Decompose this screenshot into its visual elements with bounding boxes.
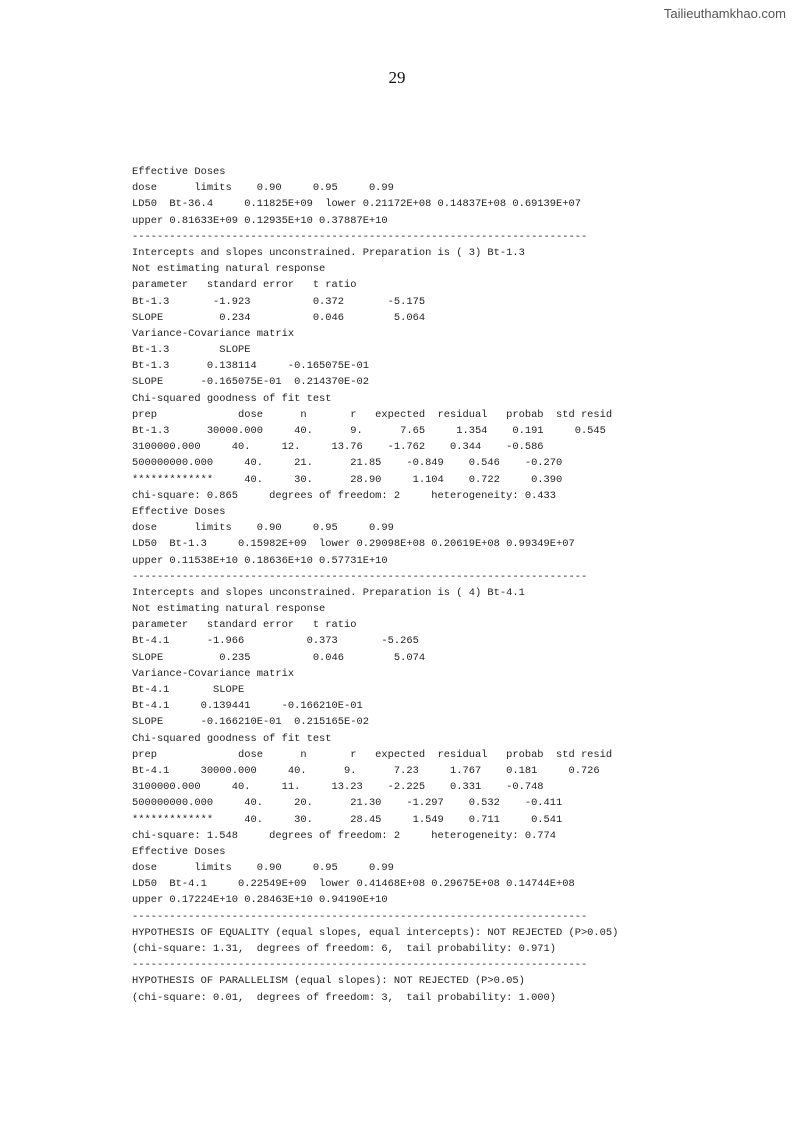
output-line: parameter standard error t ratio	[132, 279, 357, 292]
output-line: 3100000.000 40. 12. 13.76 -1.762 0.344 -0.586	[132, 441, 544, 454]
output-line: Bt-1.3 0.138114 -0.165075E-01	[132, 360, 369, 373]
output-line: Bt-4.1 -1.966 0.373 -5.265	[132, 635, 419, 648]
output-line: SLOPE 0.234 0.046 5.064	[132, 311, 426, 324]
output-line: parameter standard error t ratio	[132, 619, 357, 632]
output-line: Bt-4.1 SLOPE	[132, 684, 245, 696]
output-line: SLOPE -0.165075E-01 0.214370E-02	[132, 376, 369, 389]
output-line: Effective Doses	[132, 845, 226, 858]
output-line: Intercepts and slopes unconstrained. Preparation is ( 4) Bt-4.1	[132, 586, 525, 599]
output-line: Bt-4.1 0.139441 -0.166210E-01	[132, 700, 363, 713]
watermark-text: Tailieuthamkhao.com	[663, 6, 786, 21]
output-line: -------------------------------------------------------------------------	[132, 910, 588, 923]
output-line: dose limits 0.90 0.95 0.99	[132, 182, 394, 195]
output-line: upper 0.17224E+10 0.28463E+10 0.94190E+10	[132, 894, 388, 907]
output-line: Effective Doses	[132, 505, 226, 518]
output-line: 500000000.000 40. 21. 21.85 -0.849 0.546 -0.270	[132, 457, 563, 470]
output-line: 500000000.000 40. 20. 21.30 -1.297 0.532 -0.411	[132, 797, 563, 810]
output-line: Not estimating natural response	[132, 263, 326, 276]
output-line: SLOPE -0.166210E-01 0.215165E-02	[132, 716, 369, 729]
probit-analysis-output	[132, 164, 772, 1006]
page-number: 29	[388, 68, 406, 87]
output-line: Bt-1.3 SLOPE	[132, 344, 251, 357]
output-line: Intercepts and slopes unconstrained. Preparation is ( 3) Bt-1.3	[132, 246, 525, 259]
output-line: dose limits 0.90 0.95 0.99	[132, 522, 394, 535]
output-line: -------------------------------------------------------------------------	[132, 959, 588, 972]
output-line: ************* 40. 30. 28.90 1.104 0.722 0.390	[132, 473, 563, 486]
output-line: chi-square: 0.865 degrees of freedom: 2 heterogeneity: 0.433	[132, 489, 557, 502]
output-line: LD50 Bt-1.3 0.15982E+09 lower 0.29098E+08 0.20619E+08 0.99349E+07	[132, 538, 575, 551]
output-line: LD50 Bt-36.4 0.11825E+09 lower 0.21172E+08 0.14837E+08 0.69139E+07	[132, 198, 581, 211]
output-line: HYPOTHESIS OF EQUALITY (equal slopes, equal intercepts): NOT REJECTED (P>0.05)	[132, 926, 619, 939]
output-line: (chi-square: 1.31, degrees of freedom: 6, tail probability: 0.971)	[132, 943, 557, 955]
output-line: dose limits 0.90 0.95 0.99	[132, 862, 394, 875]
output-line: upper 0.81633E+09 0.12935E+10 0.37887E+10	[132, 214, 388, 227]
output-line: 3100000.000 40. 11. 13.23 -2.225 0.331 -0.748	[132, 781, 544, 794]
output-line: Bt-1.3 30000.000 40. 9. 7.65 1.354 0.191 0.545	[132, 425, 606, 437]
output-line: chi-square: 1.548 degrees of freedom: 2 heterogeneity: 0.774	[132, 829, 557, 842]
output-line: Effective Doses	[132, 166, 226, 178]
output-line: (chi-square: 0.01, degrees of freedom: 3, tail probability: 1.000)	[132, 991, 557, 1004]
output-line: Bt-4.1 30000.000 40. 9. 7.23 1.767 0.181 0.726	[132, 764, 600, 777]
output-line: LD50 Bt-4.1 0.22549E+09 lower 0.41468E+08 0.29675E+08 0.14744E+08	[132, 878, 575, 891]
output-line: Chi-squared goodness of fit test	[132, 732, 332, 745]
output-line: -------------------------------------------------------------------------	[132, 570, 588, 583]
output-line: Variance-Covariance matrix	[132, 327, 295, 340]
output-line: Not estimating natural response	[132, 603, 326, 616]
output-line: SLOPE 0.235 0.046 5.074	[132, 651, 426, 664]
output-line: -------------------------------------------------------------------------	[132, 230, 588, 243]
output-line: ************* 40. 30. 28.45 1.549 0.711 0.541	[132, 813, 563, 826]
output-line: prep dose n r expected residual probab std resid	[132, 748, 613, 761]
output-line: HYPOTHESIS OF PARALLELISM (equal slopes): NOT REJECTED (P>0.05)	[132, 975, 525, 988]
output-line: Variance-Covariance matrix	[132, 667, 295, 680]
output-line: Chi-squared goodness of fit test	[132, 392, 332, 405]
output-line: Bt-1.3 -1.923 0.372 -5.175	[132, 295, 426, 308]
output-line: prep dose n r expected residual probab std resid	[132, 408, 613, 421]
output-line: upper 0.11538E+10 0.18636E+10 0.57731E+10	[132, 554, 388, 567]
